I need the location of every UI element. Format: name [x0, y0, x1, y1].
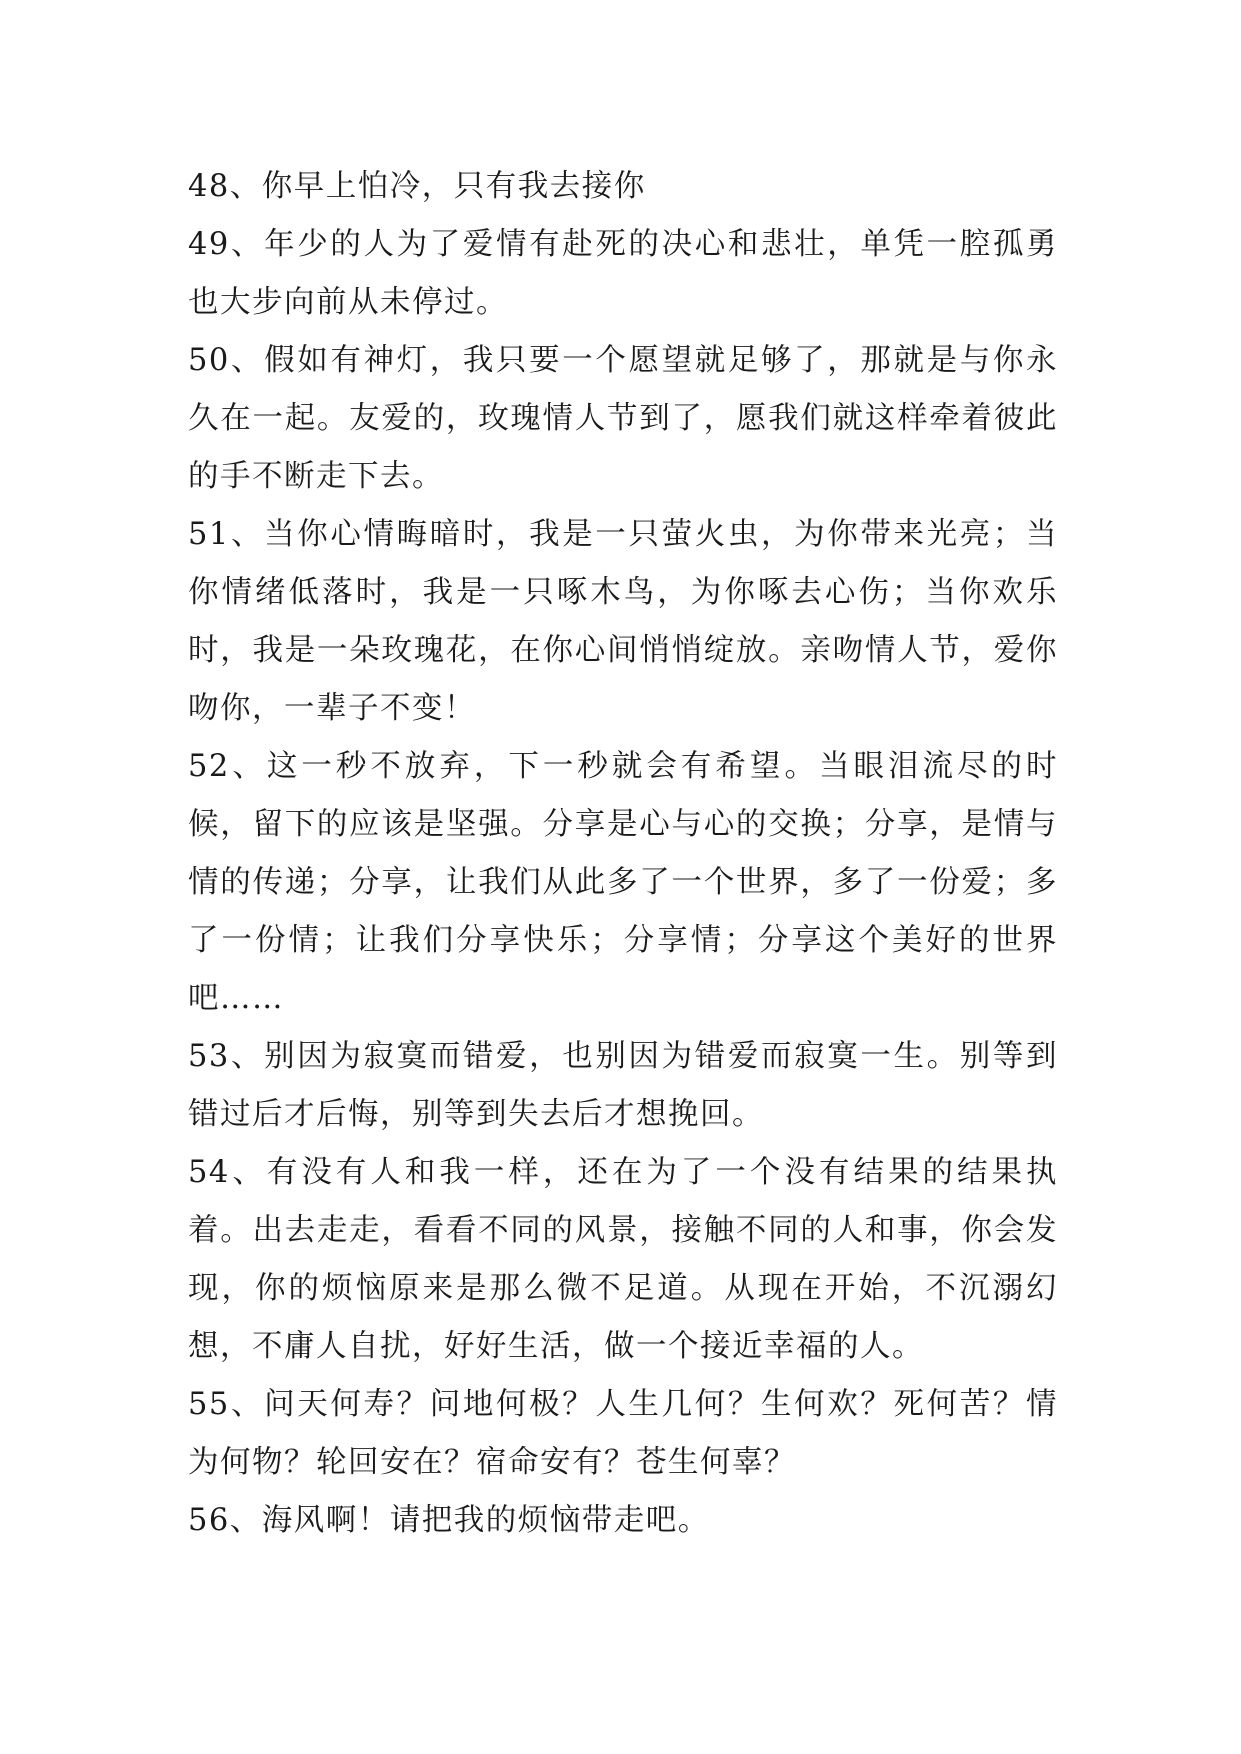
list-item-50: 50、假如有神灯，我只要一个愿望就足够了，那就是与你永久在一起。友爱的，玫瑰情人节到了，愿我们就这样牵着彼此的手不断走下去。: [188, 343, 1058, 494]
list-item-55: 55、问天何寿？问地何极？人生几何？生何欢？死何苦？情为何物？轮回安在？宿命安有？苍生何辜？: [188, 1387, 1058, 1480]
list-item-54: 54、有没有人和我一样，还在为了一个没有结果的结果执着。出去走走，看看不同的风景，接触不同的人和事，你会发现，你的烦恼原来是那么微不足道。从现在开始，不沉溺幻想，不庸人自扰，好好生活，做一个接近幸福的人。: [188, 1155, 1058, 1364]
list-item-53: 53、别因为寂寞而错爱，也别因为错爱而寂寞一生。别等到错过后才后悔，别等到失去后才想挽回。: [188, 1039, 1058, 1132]
list-item-56: 56、海风啊！请把我的烦恼带走吧。: [188, 1503, 710, 1538]
list-item-48: 48、你早上怕冷，只有我去接你: [188, 169, 646, 204]
list-item-51: 51、当你心情晦暗时，我是一只萤火虫，为你带来光亮；当你情绪低落时，我是一只啄木鸟，为你啄去心伤；当你欢乐时，我是一朵玫瑰花，在你心间悄悄绽放。亲吻情人节，爱你吻你，一辈子不变！: [188, 517, 1058, 726]
list-item-52: 52、这一秒不放弃，下一秒就会有希望。当眼泪流尽的时候，留下的应该是坚强。分享是心与心的交换；分享，是情与情的传递；分享，让我们从此多了一个世界，多了一份爱；多了一份情；让我们分享快乐；分享情；分享这个美好的世界吧……: [188, 749, 1058, 1016]
list-item-49: 49、年少的人为了爱情有赴死的决心和悲壮，单凭一腔孤勇也大步向前从未停过。: [188, 227, 1058, 320]
document-body: [188, 158, 1058, 1550]
